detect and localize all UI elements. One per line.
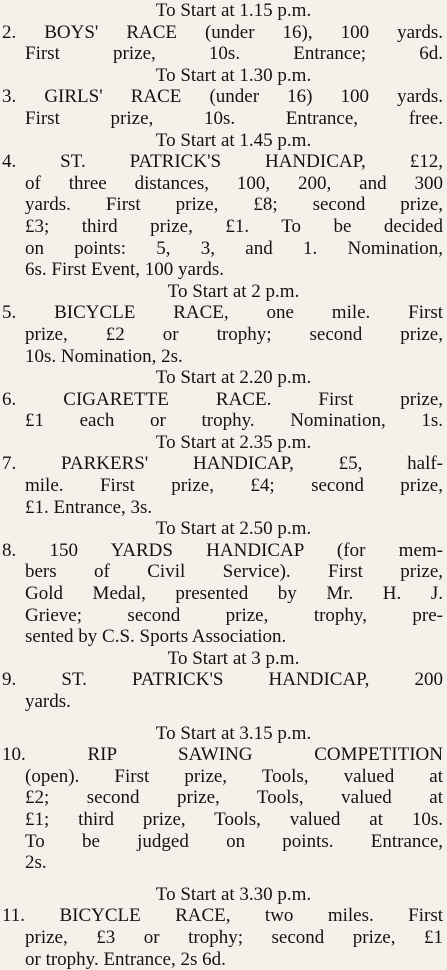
event-detail-line: £3; third prize, £1. To be decided xyxy=(25,215,443,237)
event-detail-line: Grieve; second prize, trophy, pre- xyxy=(25,604,443,626)
event-detail-line: prize, £2 or trophy; second prize, xyxy=(25,323,443,345)
event-detail-line: bers of Civil Service). First prize, xyxy=(25,561,443,583)
start-time-heading: To Start at 2.50 p.m. xyxy=(155,518,312,540)
event-detail-line: (open). First prize, Tools, valued at xyxy=(25,765,443,787)
event-detail-line: mile. First prize, £4; second prize, xyxy=(25,475,443,497)
event-detail-line: or trophy. Entrance, 2s 6d. xyxy=(25,948,226,970)
event-title-line: 10. RIP SAWING COMPETITION xyxy=(2,744,443,766)
start-time-heading: To Start at 2.35 p.m. xyxy=(155,431,312,453)
event-detail-line: To be judged on points. Entrance, xyxy=(25,830,443,852)
event-title-line: 7. PARKERS' HANDICAP, £5, half- xyxy=(2,453,443,475)
start-time-heading: To Start at 3.30 p.m. xyxy=(155,883,312,905)
start-time-heading: To Start at 2 p.m. xyxy=(167,280,300,302)
event-detail-line: First prize, 10s. Entrance, free. xyxy=(25,107,443,129)
event-detail-line: sented by C.S. Sports Association. xyxy=(25,626,287,648)
start-time-heading: To Start at 3 p.m. xyxy=(167,647,300,669)
spacer xyxy=(2,713,443,723)
event-title-line: 3. GIRLS' RACE (under 16) 100 yards. xyxy=(2,86,443,108)
event-title-line: 6. CIGARETTE RACE. First prize, xyxy=(2,388,443,410)
event-detail-line: yards. First prize, £8; second prize, xyxy=(25,194,443,216)
start-time-heading: To Start at 1.45 p.m. xyxy=(155,129,312,151)
event-detail-line: yards. xyxy=(25,691,71,712)
event-title-line: 9. ST. PATRICK'S HANDICAP, 200 xyxy=(2,669,443,691)
event-detail-line: 10s. Nomination, 2s. xyxy=(25,345,183,367)
event-detail-line: 6s. First Event, 100 yards. xyxy=(25,259,224,281)
start-time-heading: To Start at 1.30 p.m. xyxy=(155,64,312,86)
event-detail-line: First prize, 10s. Entrance; 6d. xyxy=(25,43,443,65)
event-detail-line: £1; third prize, Tools, valued at 10s. xyxy=(25,808,443,830)
start-time-heading: To Start at 1.15 p.m. xyxy=(155,0,312,21)
event-detail-line: on points: 5, 3, and 1. Nomination, xyxy=(25,237,443,259)
event-detail-line: £2; second prize, Tools, valued at xyxy=(25,787,443,809)
event-detail-line: Gold Medal, presented by Mr. H. J. xyxy=(25,583,443,605)
spacer xyxy=(2,874,443,884)
event-title-line: 8. 150 YARDS HANDICAP (for mem- xyxy=(2,539,443,561)
event-detail-line: prize, £3 or trophy; second prize, £1 xyxy=(25,926,443,948)
start-time-heading: To Start at 3.15 p.m. xyxy=(155,722,312,744)
event-detail-line: 2s. xyxy=(25,852,47,874)
event-detail-line: £1. Entrance, 3s. xyxy=(25,496,153,518)
event-detail-line: of three distances, 100, 200, and 300 xyxy=(25,172,443,194)
event-title-line: 4. ST. PATRICK'S HANDICAP, £12, xyxy=(2,151,443,173)
event-title-line: 2. BOYS' RACE (under 16), 100 yards. xyxy=(2,21,443,43)
event-title-line: 11. BICYCLE RACE, two miles. First xyxy=(2,905,443,927)
event-detail-line: £1 each or trophy. Nomination, 1s. xyxy=(25,410,443,432)
start-time-heading: To Start at 2.20 p.m. xyxy=(155,367,312,389)
event-title-line: 5. BICYCLE RACE, one mile. First xyxy=(2,302,443,324)
